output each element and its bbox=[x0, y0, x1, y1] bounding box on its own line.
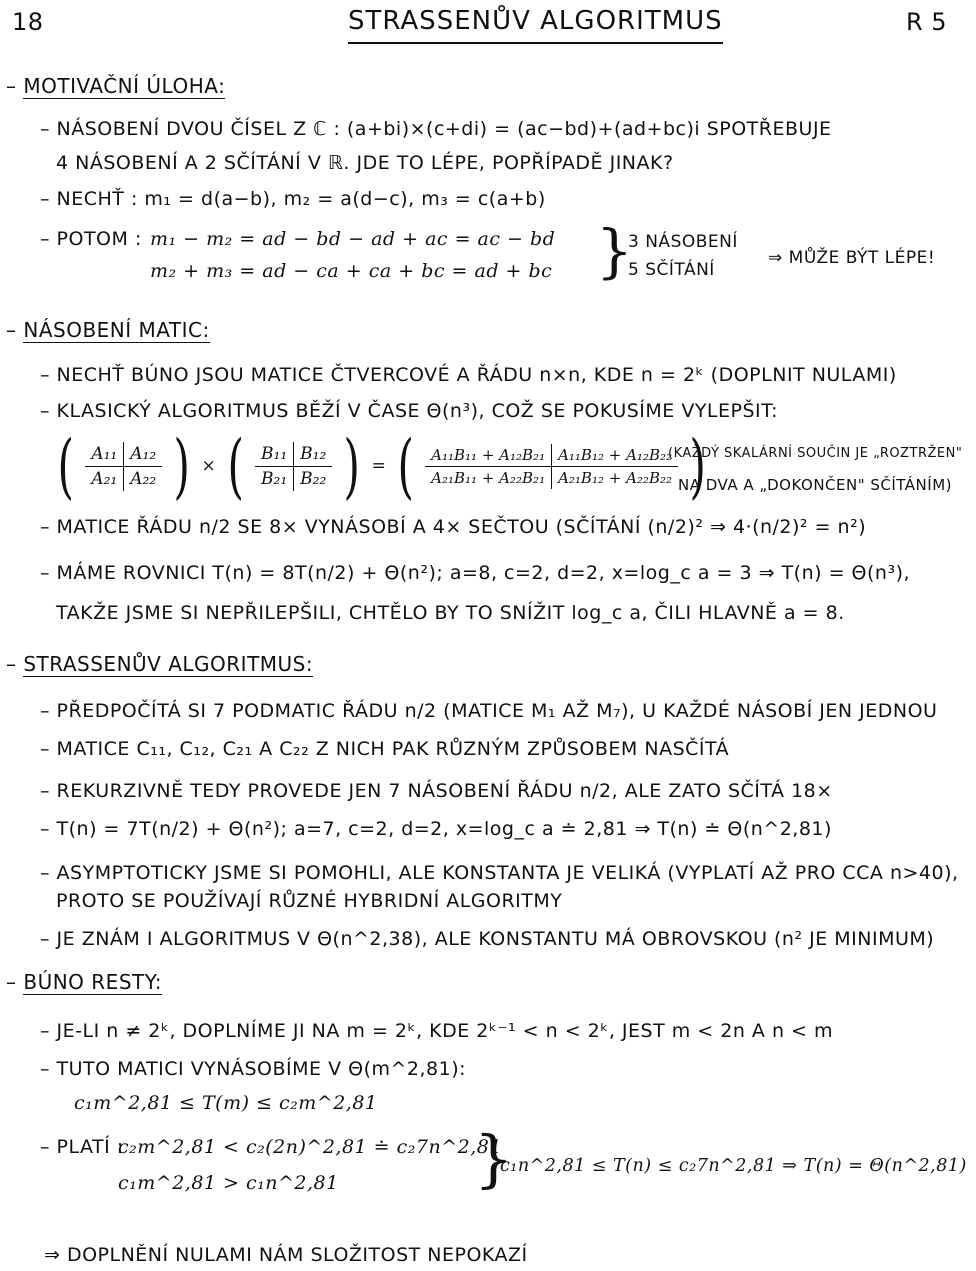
left-paren: ( bbox=[397, 425, 414, 507]
rest-line-1: – JE-LI n ≠ 2ᵏ, DOPLNÍME JI NA m = 2ᵏ, KDE 2ᵏ⁻¹ < n < 2ᵏ, JEST m < 2n A n < m bbox=[40, 1020, 834, 1042]
right-paren: ) bbox=[689, 425, 706, 507]
right-paren: ) bbox=[343, 425, 361, 507]
lecture-code: R 5 bbox=[906, 8, 948, 36]
strassen-line-2: – MATICE C₁₁, C₁₂, C₂₁ A C₂₂ Z NICH PAK RŮZNÝM ZPŮSOBEM NASČÍTÁ bbox=[40, 738, 730, 760]
matrix-c-cell: A₁₁B₁₁ + A₁₂B₂₁ bbox=[425, 444, 552, 467]
matrix-c-cell: A₂₁B₁₁ + A₂₂B₂₁ bbox=[425, 467, 552, 489]
matrix-note-1: (KAŽDÝ SKALÁRNÍ SOUČIN JE „ROZTRŽEN" bbox=[668, 446, 963, 461]
matrix-a-cell: A₁₁ bbox=[85, 442, 124, 467]
rest-ineq-1: c₂m^2,81 < c₂(2n)^2,81 ≐ c₂7n^2,81 bbox=[118, 1136, 502, 1158]
matrix-a bbox=[85, 442, 162, 491]
matrix-b-cell: B₂₁ bbox=[255, 467, 294, 491]
matrix-note-2: NA DVA A „DOKONČEN" SČÍTÁNÍM) bbox=[678, 476, 952, 494]
strassen-line-6: PROTO SE POUŽÍVAJÍ RŮZNÉ HYBRIDNÍ ALGORITMY bbox=[56, 890, 563, 912]
motivation-brace: } bbox=[596, 217, 633, 285]
rest-conclusion: ⇒ DOPLNĚNÍ NULAMI NÁM SLOŽITOST NEPOKAZÍ bbox=[44, 1244, 528, 1266]
matrix-a-cell: A₂₁ bbox=[85, 467, 124, 491]
motivation-eq-2: m₂ + m₃ = ad − ca + ca + bc = ad + bc bbox=[150, 260, 553, 282]
matrix-c bbox=[425, 444, 678, 489]
matrix-a-cell: A₁₂ bbox=[124, 442, 162, 467]
strassen-line-1: – PŘEDPOČÍTÁ SI 7 PODMATIC ŘÁDU n/2 (MATICE M₁ AŽ M₇), U KAŽDÉ NÁSOBÍ JEN JEDNOU bbox=[40, 700, 938, 722]
section-title: STRASSENŮV ALGORITMUS: bbox=[23, 652, 314, 676]
strassen-line-3: – REKURZIVNĚ TEDY PROVEDE JEN 7 NÁSOBENÍ ŘÁDU n/2, ALE ZATO SČÍTÁ 18× bbox=[40, 780, 833, 802]
matrix-b bbox=[255, 442, 332, 491]
matrix-c-cell: A₂₁B₁₂ + A₂₂B₂₂ bbox=[558, 468, 672, 487]
strassen-line-5: – ASYMPTOTICKY JSME SI POMOHLI, ALE KONSTANTA JE VELIKÁ (VYPLATÍ AŽ PRO CCA n>40), bbox=[40, 862, 959, 884]
times-sign: × bbox=[201, 456, 216, 476]
matrix-line-2: – KLASICKÝ ALGORITMUS BĚŽÍ V ČASE Θ(n³), COŽ SE POKUSÍME VYLEPŠIT: bbox=[40, 400, 779, 422]
rest-brace: } bbox=[474, 1122, 514, 1195]
matrix-b-cell: B₁₂ bbox=[294, 442, 332, 467]
rest-then-label: – PLATÍ : bbox=[40, 1136, 124, 1158]
page-title: STRASSENŮV ALGORITMUS bbox=[348, 6, 723, 44]
motivation-eq-1: m₁ − m₂ = ad − bd − ad + ac = ac − bd bbox=[150, 228, 556, 250]
section-motivation-heading: – MOTIVAČNÍ ÚLOHA: bbox=[6, 74, 226, 98]
rest-line-3: c₁m^2,81 ≤ T(m) ≤ c₂m^2,81 bbox=[74, 1092, 378, 1114]
matrix-b-cell: B₁₁ bbox=[255, 442, 294, 467]
section-title: NÁSOBENÍ MATIC: bbox=[23, 318, 210, 342]
section-strassen-heading: – STRASSENŮV ALGORITMUS: bbox=[6, 652, 314, 676]
section-title: BÚNO RESTY: bbox=[23, 970, 163, 994]
matrix-a-cell: A₂₂ bbox=[130, 468, 157, 489]
matrix-line-1: – NECHŤ BÚNO JSOU MATICE ČTVERCOVÉ A ŘÁDU n×n, KDE n = 2ᵏ (DOPLNIT NULAMI) bbox=[40, 364, 897, 386]
left-paren: ( bbox=[57, 425, 74, 507]
matrix-line-4: – MÁME ROVNICI T(n) = 8T(n/2) + Θ(n²); a=8, c=2, d=2, x=log_c a = 3 ⇒ T(n) = Θ(n³), bbox=[40, 562, 911, 584]
motivation-line-2: 4 NÁSOBENÍ A 2 SČÍTÁNÍ V ℝ. JDE TO LÉPE, POPŘÍPADĚ JINAK? bbox=[56, 152, 674, 174]
equals-sign: = bbox=[371, 456, 386, 476]
matrix-c-cell: A₁₁B₁₂ + A₁₂B₂₂ bbox=[552, 444, 678, 467]
motivation-count-add: 5 SČÍTÁNÍ bbox=[628, 260, 715, 280]
section-title: MOTIVAČNÍ ÚLOHA: bbox=[23, 74, 226, 98]
rest-result: c₁n^2,81 ≤ T(n) ≤ c₂7n^2,81 ⇒ T(n) = Θ(n^2,81) bbox=[500, 1156, 967, 1176]
motivation-then-label: – POTOM : bbox=[40, 228, 142, 250]
page-number: 18 bbox=[12, 8, 44, 36]
matrix-line-5: TAKŽE JSME SI NEPŘILEPŠILI, CHTĚLO BY TO SNÍŽIT log_c a, ČILI HLAVNĚ a = 8. bbox=[56, 602, 845, 624]
matrix-equation bbox=[52, 425, 711, 507]
strassen-line-7: – JE ZNÁM I ALGORITMUS V Θ(n^2,38), ALE KONSTANTU MÁ OBROVSKOU (n² JE MINIMUM) bbox=[40, 928, 935, 950]
motivation-line-1: – NÁSOBENÍ DVOU ČÍSEL Z ℂ : (a+bi)×(c+di) = (ac−bd)+(ad+bc)i SPOTŘEBUJE bbox=[40, 118, 832, 140]
motivation-result: ⇒ MŮŽE BÝT LÉPE! bbox=[768, 248, 936, 268]
left-paren: ( bbox=[227, 425, 244, 507]
section-matrix-heading: – NÁSOBENÍ MATIC: bbox=[6, 318, 210, 342]
matrix-b-cell: B₂₂ bbox=[300, 468, 327, 489]
matrix-line-3: – MATICE ŘÁDU n/2 SE 8× VYNÁSOBÍ A 4× SEČTOU (SČÍTÁNÍ (n/2)² ⇒ 4·(n/2)² = n²) bbox=[40, 516, 867, 538]
rest-line-2: – TUTO MATICI VYNÁSOBÍME V Θ(m^2,81): bbox=[40, 1058, 467, 1080]
rest-ineq-2: c₁m^2,81 > c₁n^2,81 bbox=[118, 1172, 339, 1194]
section-rest-heading: – BÚNO RESTY: bbox=[6, 970, 163, 994]
strassen-line-4: – T(n) = 7T(n/2) + Θ(n²); a=7, c=2, d=2, x=log_c a ≐ 2,81 ⇒ T(n) ≐ Θ(n^2,81) bbox=[40, 818, 832, 840]
motivation-line-3: – NECHŤ : m₁ = d(a−b), m₂ = a(d−c), m₃ = c(a+b) bbox=[40, 188, 546, 210]
right-paren: ) bbox=[173, 425, 191, 507]
motivation-count-mult: 3 NÁSOBENÍ bbox=[628, 232, 738, 252]
